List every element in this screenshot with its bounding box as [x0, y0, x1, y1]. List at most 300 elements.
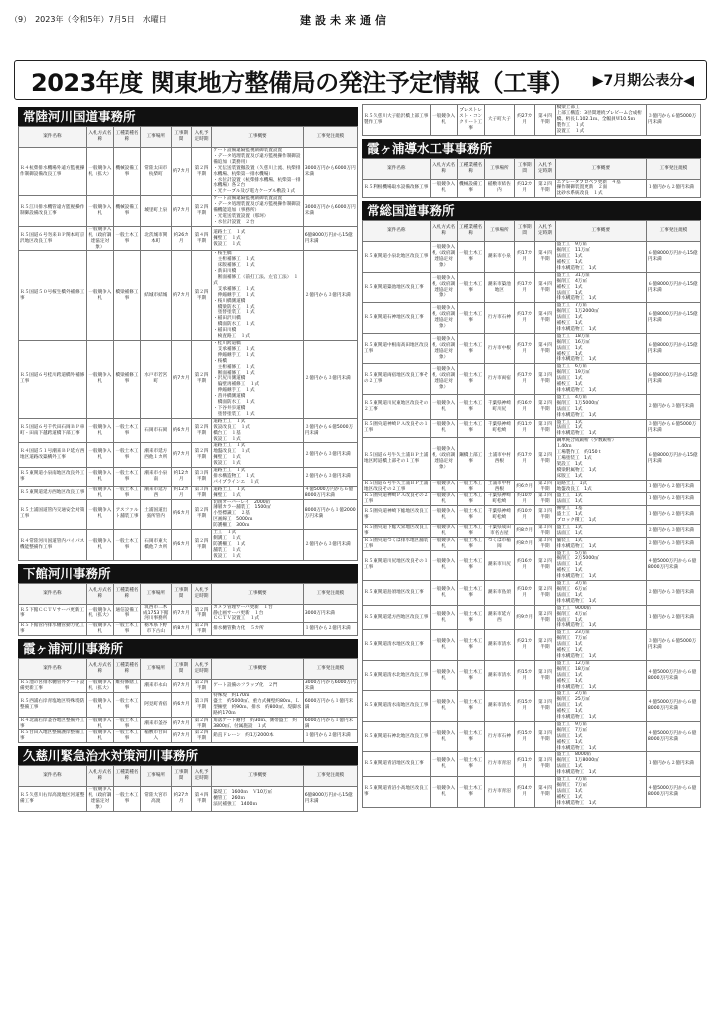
- table-cell: 第３四半期: [535, 537, 555, 550]
- table-cell: 盛土工 9万㎥ 掘削工 7万㎥ 法面工 1式 補校工 1式 排水構造物工 1式: [555, 721, 646, 752]
- table-cell: 約7カ月: [171, 443, 191, 468]
- table-cell: 一般競争入札（政府調達協定対象）: [86, 226, 113, 251]
- table-cell: 約6カ月: [171, 499, 191, 530]
- table-cell: 第２四半期: [535, 550, 555, 581]
- table-cell: 結城市結城: [141, 251, 172, 341]
- table-cell: 3000万円から6000万円未満: [303, 196, 357, 227]
- table-cell: 第２四半期: [191, 623, 211, 636]
- table-cell: 大子町大子: [484, 105, 514, 136]
- table-cell: 角落ゲート耐付 約30ｍ、側帯盛土 約3800㎥、付属施設 １式: [212, 717, 304, 730]
- table-cell: Ｒ４常陸河川国道管内バイパス機能整備作工事: [19, 530, 87, 561]
- table-cell: 一般土木工事: [457, 394, 484, 419]
- table-row: [19, 499, 358, 530]
- table-cell: 約7カ月: [171, 196, 191, 227]
- table-cell: ６億8000万円から15億円未満: [646, 272, 700, 303]
- table-cell: 潮来市延方西他１カ所: [141, 443, 172, 468]
- table-cell: 筑西市二木成1753下館河川事務所: [141, 604, 172, 623]
- table-row: [363, 581, 701, 606]
- column-header: 入札予定時期: [191, 659, 211, 680]
- table-cell: 特殊堤 約170ｍ 盛土 約5000㎥、重力式擁壁約80ｍ、Ｌ型擁壁 約90ｍ、排水 約800㎡、堤脚水路約170ｍ: [213, 692, 302, 716]
- table-cell: 第３四半期: [535, 524, 555, 537]
- table-cell: 約17カ月: [515, 303, 535, 334]
- table-cell: ４億5000万円から６億8000万円未満: [646, 660, 700, 691]
- table-header-row: [19, 583, 358, 604]
- table-cell: 盛土工 9000㎥ 掘削工 4万㎥ 法面工 1式 排水構造物工 1式: [555, 605, 646, 630]
- table-cell: 第２四半期: [535, 179, 555, 198]
- table-cell: 約17カ月: [515, 272, 535, 303]
- table-cell: 約17カ月: [515, 364, 535, 395]
- table-cell: Ｒ５東関道中根南高田地区改良工事: [363, 333, 431, 364]
- office-heading: 霞ヶ浦導水工事事務所: [362, 139, 701, 158]
- table-cell: 第３四半期: [535, 660, 555, 691]
- table-row: [363, 537, 701, 550]
- table-cell: 一般競争入札（政府調達協定対象）: [86, 787, 113, 812]
- table-cell: 第２四半期: [535, 630, 555, 661]
- table-cell: 千葉県神崎町松崎: [484, 419, 514, 438]
- table-row: [363, 303, 701, 334]
- table-row: [19, 468, 358, 487]
- table-cell: ２億円から３億円未満: [303, 443, 357, 468]
- table-cell: 6億8000万円から15億円未満: [303, 226, 357, 251]
- table-cell: 約7カ月: [171, 730, 191, 743]
- table-cell: 第４四半期: [535, 105, 555, 136]
- order-table: [18, 126, 358, 561]
- table-cell: 一般競争入札: [430, 524, 457, 537]
- table-cell: 一般競争入札: [86, 717, 113, 730]
- table-cell: ２億円から３億円未満: [646, 394, 700, 419]
- page-date: （9） 2023年（令和5年）7月5日 水曜日: [10, 15, 167, 24]
- table-cell: 約12カ月: [171, 468, 191, 487]
- table-cell: 一般土木工事: [457, 524, 484, 537]
- left-column: [18, 104, 358, 812]
- table-row: [363, 752, 701, 777]
- table-cell: Ｒ５利根機場取水設備改修工事: [363, 179, 431, 198]
- table-cell: 約17カ月: [515, 333, 535, 364]
- table-cell: Ｒ５国道６号牛久土浦ＢＰ土浦地区跨道橋上部その１工事: [363, 438, 431, 480]
- column-header: 工事期間: [171, 127, 191, 148]
- table-cell: 鋼単純合成鈑桁（少数鈑桁） Ｌ40ｍ 工場製作工 約150ｔ 工場塗装工 1式 架設工 1式 橋梁附属物工 1式 床版工 1式: [555, 438, 646, 480]
- table-cell: 第２四半期: [535, 581, 555, 606]
- table-cell: 一般土木工事: [457, 303, 484, 334]
- table-cell: Ｒ５圏央道神崎ＰＡ改良その１工事: [363, 419, 431, 438]
- table-cell: 橋梁補修工事: [113, 251, 140, 341]
- column-header: 工事発注規模: [303, 583, 357, 604]
- table-cell: 一般競争入札: [86, 196, 113, 227]
- table-cell: Ｒ５池の宮排水樋管外ゲート設備更新工事: [20, 680, 85, 692]
- table-cell: ゲート設備遠隔監視制御装置設置 ・データ処理装置及び遠方監視操作制御設備機能追加（事務所） ・光電送装置設置（那珂） ・水位計設置 ２台: [212, 196, 304, 227]
- table-cell: 約7カ月: [171, 251, 191, 341]
- table-cell: 第３四半期: [535, 752, 555, 777]
- table-cell: 一般競争入札（拡大）: [86, 680, 113, 693]
- column-header: 入札方式名称: [86, 127, 113, 148]
- table-cell: Ｒ５国道５０号桜生橋外補修工事: [19, 251, 87, 341]
- table-cell: 第４四半期: [535, 272, 555, 303]
- table-cell: Ｒ５東関道築池地区改良工事: [363, 272, 431, 303]
- table-cell: エアレータプロペラ更新 ４基 操作制御装置更新 ２面 沈砂水系統改良 １式: [555, 179, 646, 198]
- column-header: 工種業種名称: [113, 583, 140, 604]
- table-cell: Ｒ５東関道川尻東地区改良その２工事: [363, 394, 431, 419]
- table-cell: 一般競争入札: [430, 537, 457, 550]
- table-cell: 約17カ月: [515, 242, 535, 273]
- table-cell: 土工 １式 側溝工 １式 防護柵工 １式 舗装工 １式 仮設工 １式: [212, 530, 304, 561]
- table-cell: 盛土工 3万㎥ 掘削工 6万㎥ 法面工 1式 排水構造物工 1式: [555, 581, 646, 606]
- table-row: [19, 717, 358, 730]
- table-cell: 一般競争入札: [430, 752, 457, 777]
- table-cell: 一般競争入札: [86, 486, 113, 499]
- table-cell: 盛土工 6万㎥ 掘削工 19万㎥ 法面工 1式 補校工 1式 排水構造物工 1式: [555, 364, 646, 395]
- table-row: [19, 486, 358, 499]
- table-cell: 土浦国道出張所管内: [141, 499, 172, 530]
- table-cell: 道路土工 １式 排水構造物工 １式 パイプラインエ １式: [212, 468, 304, 487]
- table-cell: 約10カ月: [515, 493, 535, 506]
- column-header: 工事場所: [484, 158, 514, 179]
- table-cell: Ｒ５東関道小泉北地区改良工事: [363, 242, 431, 273]
- table-row: [19, 623, 358, 636]
- table-cell: 第３四半期: [191, 468, 211, 487]
- column-header: 工種業種名称: [113, 659, 140, 680]
- table-cell: 6億8000万円から15億円未満: [303, 787, 357, 812]
- office-heading: 常陸河川国道事務所: [18, 107, 358, 126]
- column-header: 工事概要: [212, 766, 304, 787]
- table-cell: 第２四半期: [191, 730, 211, 743]
- column-header: 工種業種名称: [113, 766, 140, 787]
- table-row: [363, 333, 701, 364]
- office-heading: 下館河川事務所: [18, 564, 358, 583]
- table-cell: 一般土木工事: [457, 691, 484, 722]
- table-cell: ４億5000万円から６億8000万円未満: [646, 721, 700, 752]
- table-row: [363, 493, 701, 506]
- table-cell: Ｒ５西浦右岸青塩地区特殊堤防整備工事: [19, 692, 87, 717]
- table-cell: 潮来市清水: [484, 660, 514, 691]
- table-cell: 一般競争入札: [86, 623, 113, 636]
- table-cell: 一般土木工事: [457, 480, 484, 493]
- column-header: 入札方式名称: [86, 659, 113, 680]
- column-header: 工事期間: [515, 221, 535, 242]
- table-cell: 6000万円から１億円未満: [303, 717, 357, 730]
- table-cell: 約16カ月: [515, 394, 535, 419]
- table-cell: Ｒ５国道６号勿来ＢＰ関本町京沢地区改良工事: [19, 226, 87, 251]
- table-cell: 第２四半期: [191, 530, 211, 561]
- table-cell: １億円から２億円未満: [646, 480, 700, 493]
- table-row: [363, 605, 701, 630]
- table-cell: 排水樋管動力化 ５カ所: [212, 623, 304, 636]
- table-cell: 約15カ月: [515, 721, 535, 752]
- office-heading: 久慈川緊急治水対策河川事務所: [18, 746, 358, 765]
- table-cell: 約15カ月: [515, 691, 535, 722]
- table-cell: 道路土工 １式 擁壁工 １式: [212, 486, 304, 499]
- table-cell: 千葉県神崎町松崎: [484, 506, 514, 525]
- table-header-row: [19, 127, 358, 148]
- table-cell: Ｒ５東関道清水南地区改良工事: [363, 691, 431, 722]
- column-header: 工種業種名称: [457, 158, 484, 179]
- table-cell: 約16カ月: [515, 550, 535, 581]
- table-row: [363, 506, 701, 525]
- table-cell: 盛土工 23万㎥ 掘削工 7万㎥ 法面工 1式 補校工 1式 排水構造物工 1式: [555, 630, 646, 661]
- table-row: [363, 364, 701, 395]
- table-cell: 維持修繕工事: [113, 680, 140, 693]
- table-cell: Ｒ５東関道川尻地区改良その１工事: [363, 550, 431, 581]
- table-cell: 土浦市中村西根: [484, 438, 514, 480]
- table-cell: 一般競争入札: [430, 721, 457, 752]
- table-cell: 第３四半期: [535, 506, 555, 525]
- table-cell: ６億8000万円から15億円未満: [646, 333, 700, 364]
- table-cell: 北茨城市関本町: [141, 226, 172, 251]
- table-row: [363, 777, 701, 808]
- table-cell: Ｒ４杭柴排水機場外遠方監視操作制御設備改良工事: [19, 148, 87, 196]
- table-cell: 道路土工 １式 仮設改良工 １式 橋台工 １基 仮設工 １式: [212, 418, 304, 443]
- table-cell: 一般土木工事: [113, 692, 140, 717]
- title-banner: [14, 60, 707, 100]
- table-row: [363, 242, 701, 273]
- table-cell: 第２四半期: [535, 438, 555, 480]
- table-row: [19, 692, 358, 717]
- table-cell: 約27カ月: [171, 787, 191, 812]
- column-header: 工事場所: [141, 766, 172, 787]
- column-header: 案件名称: [19, 127, 87, 148]
- table-cell: 第４四半期: [535, 242, 555, 273]
- table-row: [19, 787, 358, 812]
- table-cell: つくば市稲岡: [484, 537, 514, 550]
- table-cell: 一般土木工事: [457, 605, 484, 630]
- table-cell: 第２四半期: [535, 605, 555, 630]
- table-cell: 栃木県下野市下古山: [141, 623, 172, 636]
- table-cell: 潮来市清水: [484, 691, 514, 722]
- table-cell: 一般競争入札: [430, 691, 457, 722]
- table-cell: 第４四半期: [191, 226, 211, 251]
- table-cell: 約7カ月: [171, 717, 191, 730]
- table-cell: 約7カ月: [171, 680, 191, 693]
- table-cell: 一般競争入札: [430, 394, 457, 419]
- table-cell: Ｒ５東関道石神北地区改良工事: [363, 721, 431, 752]
- table-cell: 第２四半期: [191, 148, 211, 196]
- table-cell: Ｒ５圏央道神崎下総地区改良工事: [363, 506, 431, 525]
- table-cell: 第３四半期: [535, 364, 555, 395]
- table-row: [363, 419, 701, 438]
- office-heading: 常総国道事務所: [362, 201, 701, 220]
- table-cell: 第３四半期: [535, 419, 555, 438]
- table-cell: 約14カ月: [515, 777, 535, 808]
- table-cell: 行方市青沼: [484, 777, 514, 808]
- table-cell: 一般競争入札（政府調達協定対象）: [430, 364, 457, 395]
- table-row: [363, 272, 701, 303]
- table-cell: 盛土工 1式 法面工 1式: [555, 493, 646, 506]
- column-header: 案件名称: [19, 766, 87, 787]
- table-cell: 6000万円から１億円未満: [303, 692, 357, 717]
- table-row: [363, 630, 701, 661]
- table-header-row: [363, 158, 701, 179]
- table-cell: 一般土木工事: [457, 333, 484, 364]
- table-cell: 盛土工 18万㎥ 掘削工 16万㎥ 法面工 1式 補校工 1式 排水構造物工 1式: [555, 333, 646, 364]
- table-cell: 潮来市永山: [141, 680, 172, 693]
- table-cell: 一般土木工事: [113, 418, 140, 443]
- column-header: 入札方式名称: [86, 583, 113, 604]
- table-cell: 石岡市石岡: [141, 418, 172, 443]
- table-cell: 第２四半期: [191, 443, 211, 468]
- table-cell: Ｒ５東関道延方西地区改良工事: [19, 486, 87, 499]
- table-cell: 築堤工 1600ｍ Ｖ10万㎥ 樋管工 260ｍ 法尻補強工 1400ｍ: [212, 787, 304, 812]
- column-header: 工事期間: [515, 158, 535, 179]
- table-cell: Ｒ５東関道小泉南地区改良外工事: [19, 468, 87, 487]
- table-cell: 潮来市築池地区: [484, 272, 514, 303]
- table-cell: 一般土木工事: [457, 721, 484, 752]
- table-cell: ４億5000万円から６億8000万円未満: [646, 691, 700, 722]
- table-cell: 機械設備工事: [457, 179, 484, 198]
- table-cell: 約6カ月: [515, 480, 535, 493]
- table-cell: 土浦市中村西根: [484, 480, 514, 493]
- table-cell: 一般土木工事: [457, 493, 484, 506]
- table-cell: 一般競争入札: [86, 468, 113, 487]
- table-cell: 常陸太田市杭柴町: [141, 148, 172, 196]
- column-header: 工事概要: [212, 659, 304, 680]
- table-row: [363, 394, 701, 419]
- table-cell: 一般土木工事: [113, 468, 140, 487]
- table-cell: 盛土工 9万㎥ 掘削工 11万㎥ 法面工 1式 補校工 1式 排水構造物工 1式: [555, 242, 646, 273]
- table-cell: 約26カ月: [171, 226, 191, 251]
- table-cell: ６億8000万円から15億円未満: [646, 303, 700, 334]
- table-cell: 一般競争入札: [86, 443, 113, 468]
- table-cell: 盛土工 8000㎥ 掘削工 1万8000㎥ 法面工 1式 排水構造物工 1式: [555, 752, 646, 777]
- table-cell: 第３四半期: [535, 721, 555, 752]
- table-cell: 一般競争入札: [86, 730, 113, 743]
- column-header: 工事場所: [484, 221, 514, 242]
- table-cell: 一般土木工事: [457, 630, 484, 661]
- table-row: [19, 341, 358, 419]
- table-cell: 一般競争入札: [430, 660, 457, 691]
- table-cell: ・桜生橋 主桁補修工 １式 床版補修工 １式 ・新田川橋 断面補修工（前打工法、左官工法） １式 支承補修工 １式 伸縮継手工 １式 ・桜川橋側道橋 橋梁防水工 １式 塗替塗装工 １式 ・稲田沢川橋 橋面防水工 １式 ・稲田川橋 検査路工 １式: [212, 251, 304, 341]
- table-cell: ２億円から３億円未満: [646, 537, 700, 550]
- table-cell: 道路土工 １式 地盤改良工 １式 擁壁工 １式 仮設工 １式: [212, 443, 304, 468]
- table-cell: 稲敷市甘田入: [141, 730, 172, 743]
- table-cell: 千葉県神崎町川尻: [484, 394, 514, 419]
- table-cell: 約8カ月: [515, 537, 535, 550]
- table-cell: 約10カ月: [515, 581, 535, 606]
- table-cell: Ｒ５下館管内排水樋管動力化工事: [20, 623, 85, 635]
- table-cell: Ｒ５久慈川大子船沢橋上部工事製作工事: [363, 105, 431, 136]
- column-header: 案件名称: [363, 221, 431, 242]
- table-cell: 3000万円から6000万円未満: [303, 148, 357, 196]
- table-cell: ６億8000万円から15億円未満: [646, 364, 700, 395]
- page-title: 2023年度 関東地方整備局の発注予定情報（工事）: [31, 68, 574, 97]
- table-row: [19, 530, 358, 561]
- table-cell: 一般土木工事: [457, 419, 484, 438]
- table-row: [363, 691, 701, 722]
- column-header: 工事場所: [141, 583, 172, 604]
- table-row: [19, 730, 358, 743]
- table-cell: 一般土木工事: [457, 581, 484, 606]
- table-cell: １億円から２億円未満: [646, 605, 700, 630]
- table-cell: Ｒ４北浦右岸釜谷地区整備外工事: [20, 717, 85, 729]
- table-cell: 一般競争入札: [86, 251, 113, 341]
- table-cell: 千葉県成田市名古屋: [484, 524, 514, 537]
- table-cell: Ｒ５下館ＣＣＴＶサーバ更新工事: [19, 604, 87, 623]
- right-column: [362, 104, 701, 808]
- table-cell: 第２四半期: [191, 717, 211, 730]
- table-cell: 一般競争入札: [430, 105, 457, 136]
- table-header-row: [19, 659, 358, 680]
- table-cell: Ｒ５東関道青沼地区改良工事: [363, 752, 431, 777]
- table-cell: 約6カ月: [171, 692, 191, 717]
- order-table: [18, 583, 358, 637]
- page-header: [8, 14, 711, 26]
- table-cell: 約21カ月: [515, 630, 535, 661]
- table-cell: 第４四半期: [535, 777, 555, 808]
- table-cell: 約17カ月: [515, 438, 535, 480]
- table-cell: 道路土工 1式 地盤改良工 1式: [555, 480, 646, 493]
- table-cell: 第２四半期: [191, 196, 211, 227]
- column-header: 工事発注規模: [303, 766, 357, 787]
- table-cell: 城里町上泉: [141, 196, 172, 227]
- table-cell: ３億円から６億5000万円未満: [646, 419, 700, 438]
- table-cell: ４億5000万円から６億8000万円未満: [646, 550, 700, 581]
- table-cell: 稲敷市結佐内: [484, 179, 514, 198]
- table-cell: 機械設備工事: [113, 148, 140, 196]
- order-table: [362, 104, 701, 136]
- table-cell: 一般土木工事: [457, 537, 484, 550]
- table-cell: 一般競争入札（政府調達協定対象）: [430, 272, 457, 303]
- table-row: [19, 443, 358, 468]
- column-header: 工事発注規模: [646, 158, 700, 179]
- table-cell: 約6カ月: [171, 418, 191, 443]
- table-cell: 一般競争入札: [86, 530, 113, 561]
- table-cell: 一般競争入札: [430, 419, 457, 438]
- table-cell: 第２四半期: [191, 418, 211, 443]
- table-cell: 約8カ月: [171, 623, 191, 636]
- table-cell: 一般競争入札: [430, 777, 457, 808]
- table-cell: 一般土木工事: [113, 623, 140, 636]
- table-cell: 第３四半期: [191, 692, 211, 717]
- table-cell: 潮来市延方西: [141, 486, 172, 499]
- table-cell: 第２四半期: [191, 604, 211, 623]
- table-cell: ２億円から３億円未満: [646, 524, 700, 537]
- table-cell: Ｒ５国道６号千代田石岡ＢＰ車町・田南下越跨道橋下部工事: [19, 418, 87, 443]
- table-cell: 行方市石神: [484, 721, 514, 752]
- column-header: 入札方式名称: [86, 766, 113, 787]
- table-cell: 一般競争入札（拡大）: [86, 604, 113, 623]
- table-cell: 一般競争入札（政府調達協定対象）: [430, 333, 457, 364]
- table-cell: Ｒ５東関道延方西地区改良工事: [363, 605, 431, 630]
- table-cell: 盛土工 5万㎥ 掘削工 2万5000㎥ 法面工 1式 補校工 1式 排水構造物工 1式: [555, 550, 646, 581]
- table-cell: 約15カ月: [515, 660, 535, 691]
- table-cell: 約12カ月: [171, 486, 191, 499]
- table-cell: 潮来市釜谷: [141, 717, 172, 730]
- table-cell: ゲート設備のフラップ化 ２門: [212, 680, 304, 693]
- column-header: 案件名称: [363, 158, 431, 179]
- table-row: [363, 179, 701, 198]
- table-cell: 約7カ月: [171, 148, 191, 196]
- table-cell: 一般土木工事: [457, 242, 484, 273]
- table-cell: 一般土木工事: [113, 530, 140, 561]
- column-header: 工事場所: [141, 659, 172, 680]
- table-cell: Ｒ５土浦国道管内交通安全対策工事: [19, 499, 87, 530]
- table-cell: 一般土木工事: [457, 660, 484, 691]
- table-cell: ・桂川跨道橋 支承補修工 １式 伸縮継手工 １式 ・桜橋 主桁補修工 １式 断面補修工 １式 ・沢尻川側道橋 偏壁再補修工 １式 伸縮継手工 １式 ・菖井橋側道橋 橋面防水工 １式 ・下谷井歩道橋 塗替塗装工 １式: [212, 341, 304, 419]
- table-cell: 一般競争入札: [430, 480, 457, 493]
- table-cell: 8000万円から１億2000万円未満: [303, 499, 357, 530]
- order-table: [362, 158, 701, 199]
- table-cell: 一般土木工事: [457, 752, 484, 777]
- table-cell: 盛土工 2万㎥ 掘削工 25万㎥ 法面工 1式 補校工 1式 排水構造物工 1式: [555, 691, 646, 722]
- table-cell: 一般土木工事: [457, 272, 484, 303]
- table-cell: 水戸市若宮町: [141, 341, 172, 419]
- table-cell: ３億円から６億5000万円未満: [646, 630, 700, 661]
- table-row: [363, 721, 701, 752]
- table-cell: Ｒ４国道５１号潮来ＢＰ延方西地区道路改築構外工事: [19, 443, 87, 468]
- table-cell: Ｒ５圏央道神崎ＰＡ改良その２工事: [364, 493, 429, 505]
- table-cell: 約11カ月: [515, 419, 535, 438]
- table-cell: 一般競争入札（政府調達協定対象）: [430, 303, 457, 334]
- table-cell: 一般土木工事: [113, 226, 140, 251]
- table-row: [19, 680, 358, 693]
